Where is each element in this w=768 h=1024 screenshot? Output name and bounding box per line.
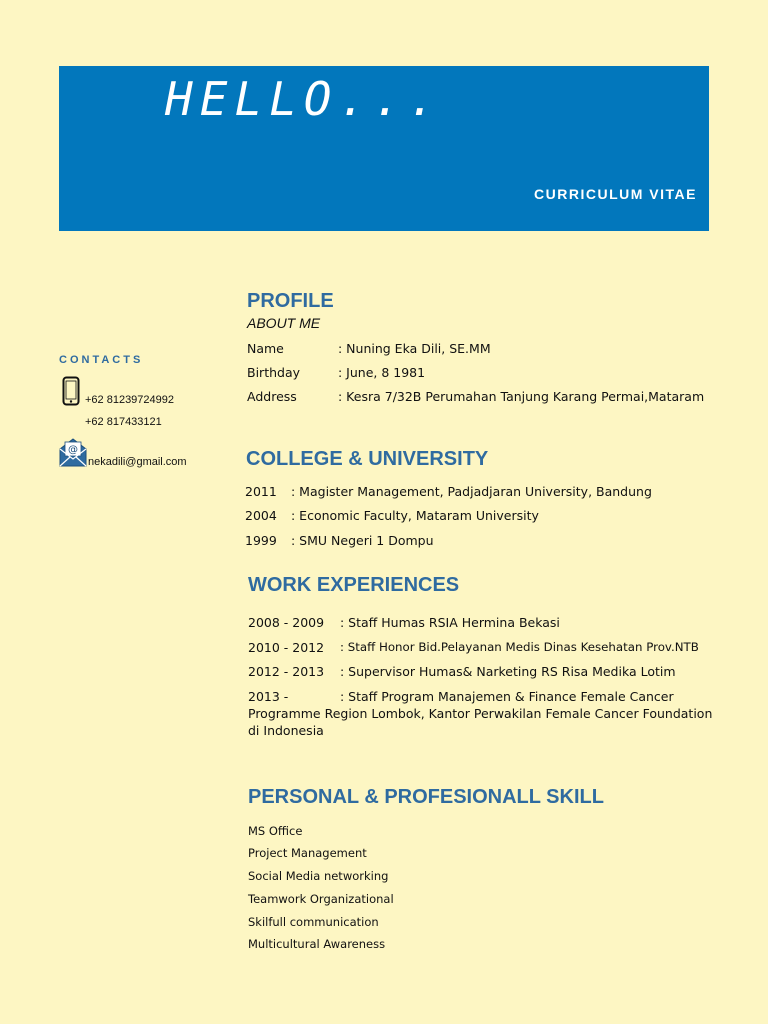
about-me-subheading: ABOUT ME (247, 315, 321, 331)
work-row-current (248, 688, 718, 739)
work-detail: : Staff Humas RSIA Hermina Bekasi (340, 615, 560, 630)
header-banner (59, 66, 709, 231)
skill-item: Social Media networking (248, 869, 389, 883)
skill-item: Project Management (248, 846, 367, 860)
education-detail: : SMU Negeri 1 Dompu (291, 533, 434, 548)
field-label: Birthday (247, 365, 301, 380)
skill-item: Multicultural Awareness (248, 937, 386, 951)
contacts-title: CONTACTS (59, 354, 144, 366)
phone-number-1[interactable]: +62 81239724992 (85, 394, 175, 406)
profile-heading: PROFILE (247, 290, 334, 312)
work-detail: : Staff Honor Bid.Pelayanan Medis Dinas Kesehatan Prov.NTB (340, 640, 699, 654)
phone-icon (62, 376, 80, 410)
cv-subtitle: CURRICULUM VITAE (534, 186, 697, 202)
work-period: 2008 - 2009 (248, 615, 325, 630)
field-value: : Kesra 7/32B Perumahan Tanjung Karang Permai,Mataram (338, 389, 705, 404)
education-detail: : Magister Management, Padjadjaran University, Bandung (291, 484, 652, 499)
field-label: Address (247, 389, 297, 404)
work-detail: : Supervisor Humas& Narketing RS Risa Medika Lotim (340, 664, 676, 679)
work-period: 2013 - (248, 689, 289, 704)
education-year: 2011 (245, 484, 277, 499)
field-label: Name (247, 341, 284, 356)
work-period: 2010 - 2012 (248, 640, 325, 655)
skills-heading: PERSONAL & PROFESIONALL SKILL (248, 786, 604, 808)
education-detail: : Economic Faculty, Mataram University (291, 508, 539, 523)
phone-number-2[interactable]: +62 817433121 (85, 416, 162, 428)
work-detail: : Staff Program Manajemen & Finance Female Cancer Programme Region Lombok, Kantor Perwakilan Female Cancer Foundation di Indonesia (248, 689, 713, 738)
skill-item: Teamwork Organizational (248, 892, 394, 906)
work-period: 2012 - 2013 (248, 664, 325, 679)
email-icon (58, 436, 88, 472)
hello-title: HELLO... (165, 72, 443, 126)
work-heading: WORK EXPERIENCES (248, 574, 460, 596)
education-year: 2004 (245, 508, 277, 523)
education-year: 1999 (245, 533, 277, 548)
skill-item: MS Office (248, 824, 303, 838)
skill-item: Skilfull communication (248, 915, 379, 929)
education-heading: COLLEGE & UNIVERSITY (246, 448, 489, 470)
field-value: : June, 8 1981 (338, 365, 426, 380)
field-value: : Nuning Eka Dili, SE.MM (338, 341, 491, 356)
svg-text:@: @ (68, 444, 78, 456)
email-address[interactable]: nekadili@gmail.com (88, 456, 187, 468)
